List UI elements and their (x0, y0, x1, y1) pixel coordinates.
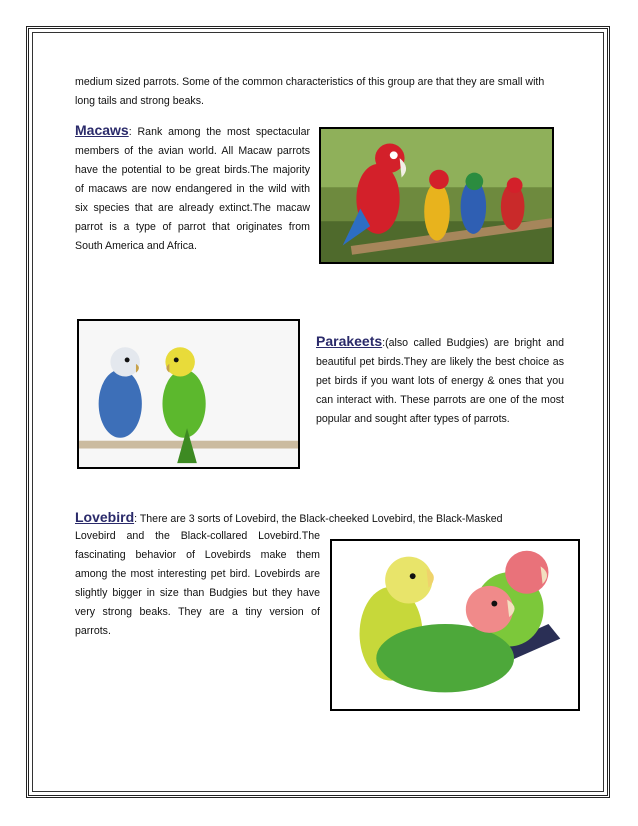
budgies-photo (77, 319, 300, 469)
macaws-photo (319, 127, 554, 264)
macaws-body: : Rank among the most spectacular members of the avian world. All Macaw parrots have the potential to be great birds.The majority of macaws are now endangered in the wild with six species that are already extinct.The macaw parrot is a type of parrot that originates from South America and Africa. (75, 126, 310, 252)
parakeets-paragraph (316, 332, 564, 429)
lovebirds-photo (330, 539, 580, 711)
lovebird-line1: : There are 3 sorts of Lovebird, the Black-cheeked Lovebird, the Black-Masked (134, 513, 503, 525)
macaws-paragraph (75, 121, 310, 256)
parakeets-body: :(also called Budgies) are bright and beautiful pet birds.They are likely the best choice as pet birds if you want lots of energy & ones that you can interact with. These parrots are one of the most popular and sought after types of parrots. (316, 337, 564, 425)
macaws-heading: Macaws (75, 122, 129, 138)
intro-paragraph: medium sized parrots. Some of the common characteristics of this group are that they are small with long tails and strong beaks. (75, 76, 545, 107)
lovebird-heading: Lovebird (75, 509, 135, 525)
lovebird-paragraph: Lovebird and the Black-collared Lovebird.The fascinating behavior of Lovebirds make them among the most interesting pet bird. Lovebirds are slightly bigger in size than Budgies but they have very strong beaks. They are a tiny version of parrots. (75, 530, 320, 637)
lovebird-first-line (75, 508, 565, 529)
parakeets-heading: Parakeets (316, 333, 383, 349)
